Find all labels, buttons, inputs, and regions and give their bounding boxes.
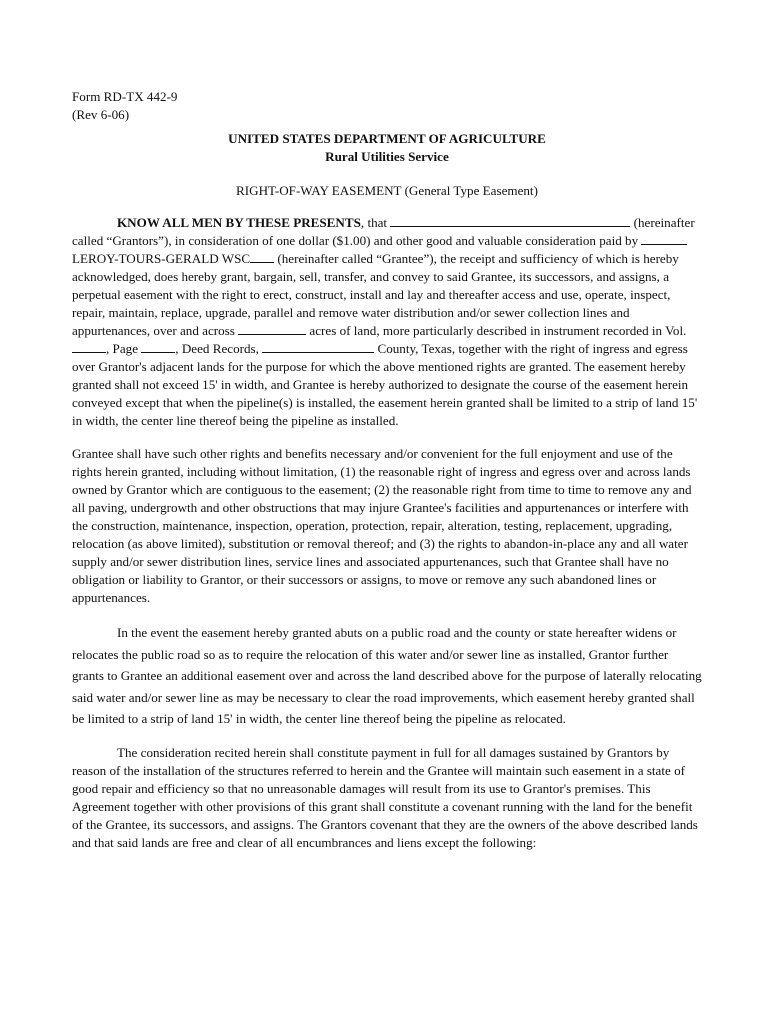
easement-form-page: [72, 88, 702, 852]
form-revision: (Rev 6-06): [72, 107, 130, 122]
service-name: Rural Utilities Service: [325, 149, 449, 164]
paragraph-text: , Page: [106, 341, 142, 356]
county-blank[interactable]: [262, 340, 374, 353]
paragraph-text: acres of land, more particularly described in instrument recorded in Vol.: [306, 323, 687, 338]
paragraph-text: (hereinafter called “Grantee”), the receipt and sufficiency of which is hereby acknowledged, does hereby grant, bargain, sell, transfer, and convey to said Grantee, its successors, and assigns, a perpetual easement with the right to erect, construct, install and lay and thereafter access and use, operate, inspect, repair, maintain, replace, upgrade, parallel and remove water distribution and/or sewer collection lines and appurtenances, over and across: [72, 251, 679, 338]
form-number: Form RD-TX 442-9: [72, 89, 178, 104]
grantee-name: LEROY-TOURS-GERALD WSC: [72, 251, 251, 266]
page-blank[interactable]: [141, 340, 175, 353]
volume-blank[interactable]: [72, 340, 106, 353]
paragraph-text: , that: [360, 215, 391, 230]
grantee-blank-after[interactable]: [250, 250, 274, 263]
paragraph-text: (hereinafter called “Grantors”), in consideration of one dollar ($1.00) and other good and valuable consideration paid by: [72, 215, 695, 248]
paragraph-lead: KNOW ALL MEN BY THESE PRESENTS: [117, 215, 361, 230]
paragraph-text: , Deed Records,: [175, 341, 263, 356]
paragraph-grantee-rights: Grantee shall have such other rights and benefits necessary and/or convenient for the full enjoyment and use of the rights herein granted, including without limitation, (1) the reasonable right of ingress and egress over and across lands owned by Grantor which are contiguous to the easement; (2) the reasonable right from time to time to remove any and all paving, undergrowth and other obstructions that may injure Grantee's facilities and appurtenances or interfere with the construction, maintenance, inspection, operation, protection, repair, alteration, testing, replacement, upgrading, relocation (as above limited), substitution or removal thereof; and (3) the rights to abandon-in-place any and all water supply and/or sewer distribution lines, service lines and associated appurtenances, such that Grantee shall have no obligation or liability to Grantor, or their successors or assigns, to move or remove any such abandoned lines or appurtenances.: [72, 446, 692, 605]
paragraph-grant: [72, 214, 702, 430]
document-title: RIGHT-OF-WAY EASEMENT (General Type Easement): [236, 183, 538, 198]
grantor-name-blank[interactable]: [390, 214, 630, 227]
paragraph-road-relocation: In the event the easement hereby granted abuts on a public road and the county or state hereafter widens or relocates the public road so as to require the relocation of this water and/or sewer line as installed, Grantor further grants to Grantee an additional easement over and across the land described above for the purpose of laterally relocating said water and/or sewer line as may be necessary to clear the road improvements, which easement hereby granted shall be limited to a strip of land 15' in width, the center line thereof being the pipeline as relocated.: [72, 625, 702, 726]
acres-blank[interactable]: [238, 322, 306, 335]
paragraph-text: County, Texas, together with the right of ingress and egress over Grantor's adjacent lands for the purpose for which the above mentioned rights are granted. The easement hereby granted shall not exceed 15' in width, and Grantee is hereby authorized to designate the course of the easement herein conveyed except that when the pipeline(s) is installed, the easement herein granted shall be limited to a strip of land 15' in width, the center line thereof being the pipeline as installed.: [72, 341, 698, 428]
department-name: UNITED STATES DEPARTMENT OF AGRICULTURE: [228, 131, 546, 146]
paragraph-consideration: The consideration recited herein shall constitute payment in full for all damages sustained by Grantors by reason of the installation of the structures referred to herein and the Grantee will maintain such easement in a state of good repair and efficiency so that no unreasonable damages will result from its use to Grantor's premises. This Agreement together with other provisions of this grant shall constitute a covenant running with the land for the benefit of the Grantee, its successors, and assigns. The Grantors covenant that they are the owners of the above described lands and that said lands are free and clear of all encumbrances and liens except the following:: [72, 744, 698, 850]
grantee-blank-before[interactable]: [641, 232, 687, 245]
